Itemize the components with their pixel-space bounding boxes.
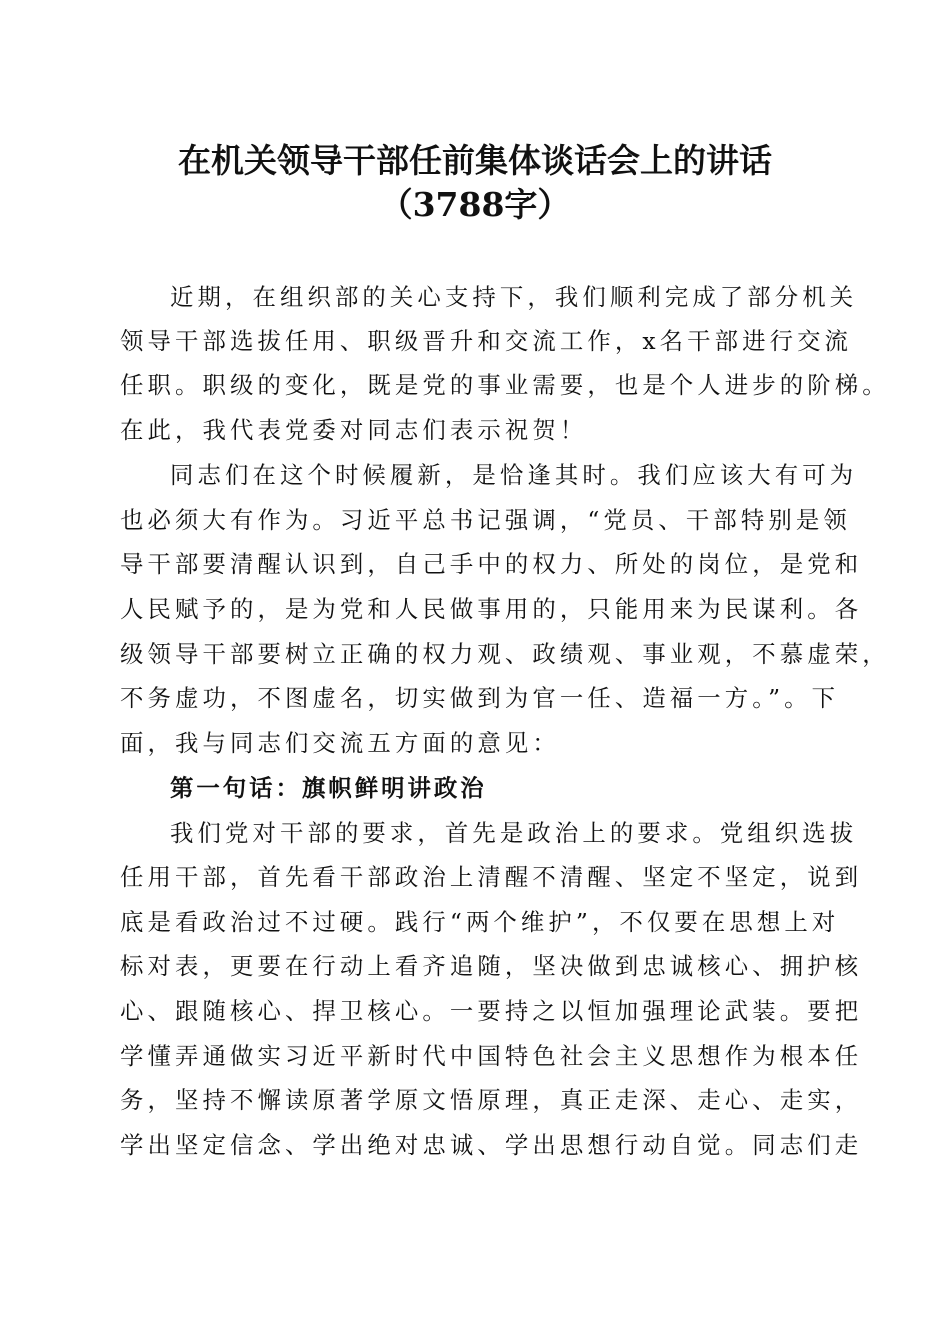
paragraph-line: 面，我与同志们交流五方面的意见： bbox=[120, 729, 560, 757]
paragraph-line: 领导干部选拔任用、职级晋升和交流工作，x名干部进行交流 bbox=[120, 327, 853, 355]
paragraph-line: 任职。职级的变化，既是党的事业需要，也是个人进步的阶梯。 bbox=[120, 371, 890, 399]
paragraph-line: 任用干部，首先看干部政治上清醒不清醒、坚定不坚定，说到 bbox=[120, 863, 863, 891]
document-title: 在机关领导干部任前集体谈话会上的讲话 bbox=[178, 141, 772, 180]
paragraph-line: 人民赋予的，是为党和人民做事用的，只能用来为民谋利。各 bbox=[120, 595, 863, 623]
paragraph-line: 标对表，更要在行动上看齐追随，坚决做到忠诚核心、拥护核 bbox=[120, 952, 863, 980]
paragraph-line: 不务虚功，不图虚名，切实做到为官一任、造福一方。”。下 bbox=[120, 684, 840, 712]
paragraph-line: 务，坚持不懈读原著学原文悟原理，真正走深、走心、走实， bbox=[120, 1086, 863, 1114]
paragraph-line: 级领导干部要树立正确的权力观、政绩观、事业观，不慕虚荣， bbox=[120, 640, 890, 668]
document-word-count: （3788字） bbox=[379, 185, 571, 224]
paragraph-line: 学懂弄通做实习近平新时代中国特色社会主义思想作为根本任 bbox=[120, 1042, 863, 1070]
paragraph-line: 也必须大有作为。习近平总书记强调，“党员、干部特别是领 bbox=[120, 506, 851, 534]
paragraph-line: 同志们在这个时候履新，是恰逢其时。我们应该大有可为 bbox=[170, 461, 858, 489]
paragraph-line: 我们党对干部的要求，首先是政治上的要求。党组织选拔 bbox=[170, 819, 858, 847]
paragraph-line: 在此，我代表党委对同志们表示祝贺！ bbox=[120, 416, 588, 444]
section-heading: 第一句话：旗帜鲜明讲政治 bbox=[170, 774, 487, 802]
paragraph-line: 导干部要清醒认识到，自己手中的权力、所处的岗位，是党和 bbox=[120, 550, 863, 578]
paragraph-line: 学出坚定信念、学出绝对忠诚、学出思想行动自觉。同志们走 bbox=[120, 1131, 863, 1159]
paragraph-line: 近期，在组织部的关心支持下，我们顺利完成了部分机关 bbox=[170, 283, 858, 311]
paragraph-line: 底是看政治过不过硬。践行“两个维护”，不仅要在思想上对 bbox=[120, 908, 840, 936]
paragraph-line: 心、跟随核心、捍卫核心。一要持之以恒加强理论武装。要把 bbox=[120, 997, 863, 1025]
